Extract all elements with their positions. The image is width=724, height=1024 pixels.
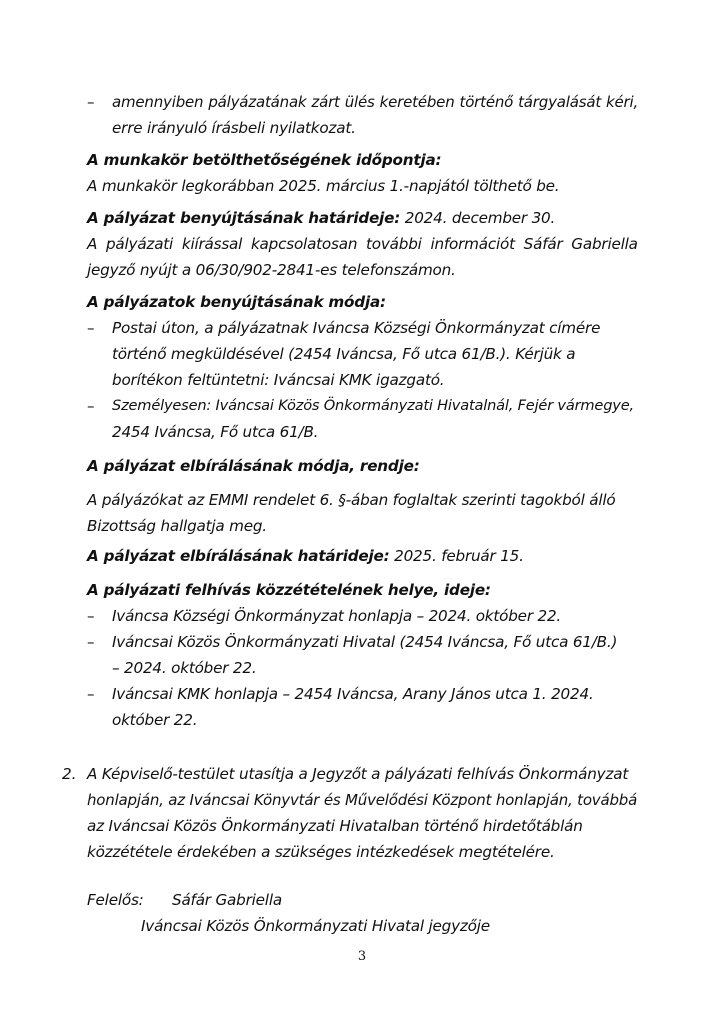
point-number: 2. xyxy=(62,765,77,783)
publication-item2-line2: – 2024. október 22. xyxy=(112,659,257,677)
evaluation-line2: Bizottság hallgatja meg. xyxy=(87,517,267,535)
evaluation-deadline-line xyxy=(87,546,524,566)
responsible-title: Iváncsai Közös Önkormányzati Hivatal jegyzője xyxy=(141,917,490,935)
deadline-value: 2024. december 30. xyxy=(400,209,556,227)
evaluation-deadline-heading: A pályázat elbírálásának határideje: xyxy=(87,547,390,565)
point2-line2: honlapján, az Iváncsai Könyvtár és Művelődési Központ honlapján, továbbá xyxy=(87,791,638,809)
publication-item1: Iváncsa Községi Önkormányzat honlapja – 2024. október 22. xyxy=(112,607,562,625)
bullet-dash: – xyxy=(87,319,95,337)
submission-item1-line2: történő megküldésével (2454 Iváncsa, Fő utca 61/B.). Kérjük a xyxy=(112,345,576,363)
submission-item2-line2: 2454 Iváncsa, Fő utca 61/B. xyxy=(112,423,319,441)
point2-line1: A Képviselő-testület utasítja a Jegyzőt a pályázati felhívás Önkormányzat xyxy=(87,765,629,783)
evaluation-line1: A pályázókat az EMMI rendelet 6. §-ában foglaltak szerinti tagokból álló xyxy=(87,491,616,509)
deadline-line xyxy=(87,208,555,228)
publication-item3-line1: Iváncsai KMK honlapja – 2454 Iváncsa, Arany János utca 1. 2024. xyxy=(112,685,594,703)
responsible-label: Felelős: xyxy=(87,891,144,909)
intro-bullet-line2: erre irányuló írásbeli nyilatkozat. xyxy=(112,119,356,137)
publication-item2-line1: Iváncsai Közös Önkormányzati Hivatal (2454 Iváncsa, Fő utca 61/B.) xyxy=(112,633,618,651)
bullet-dash: – xyxy=(87,633,95,651)
evaluation-heading: A pályázat elbírálásának módja, rendje: xyxy=(87,457,420,475)
deadline-info-line1: A pályázati kiírással kapcsolatosan további információt Sáfár Gabriella xyxy=(87,235,638,253)
intro-bullet-line1: amennyiben pályázatának zárt ülés keretében történő tárgyalását kéri, xyxy=(112,93,639,111)
submission-item1-line1: Postai úton, a pályázatnak Iváncsa Községi Önkormányzat címére xyxy=(112,319,601,337)
point2-line3: az Iváncsai Közös Önkormányzati Hivatalban történő hirdetőtáblán xyxy=(87,817,583,835)
submission-heading: A pályázatok benyújtásának módja: xyxy=(87,293,386,311)
bullet-dash: – xyxy=(87,607,95,625)
bullet-dash: – xyxy=(87,685,95,703)
bullet-dash: – xyxy=(87,93,95,111)
responsible-name: Sáfár Gabriella xyxy=(172,891,282,909)
bullet-dash: – xyxy=(87,397,95,415)
deadline-heading: A pályázat benyújtásának határideje: xyxy=(87,209,401,227)
evaluation-deadline-value: 2025. február 15. xyxy=(389,547,524,565)
deadline-info-line2: jegyző nyújt a 06/30/902-2841-es telefonszámon. xyxy=(87,261,456,279)
publication-heading: A pályázati felhívás közzétételének helye, ideje: xyxy=(87,581,491,599)
point2-line4: közzététele érdekében a szükséges intézkedések megtételére. xyxy=(87,843,555,861)
fill-date-text: A munkakör legkorábban 2025. március 1.-napjától tölthető be. xyxy=(87,177,560,195)
submission-item2-line1: Személyesen: Iváncsai Közös Önkormányzati Hivatalnál, Fejér vármegye, xyxy=(112,397,634,414)
submission-item1-line3: borítékon feltüntetni: Iváncsai KMK igazgató. xyxy=(112,371,445,389)
page-number: 3 xyxy=(357,949,367,964)
fill-date-heading: A munkakör betölthetőségének időpontja: xyxy=(87,151,442,169)
publication-item3-line2: október 22. xyxy=(112,711,198,729)
